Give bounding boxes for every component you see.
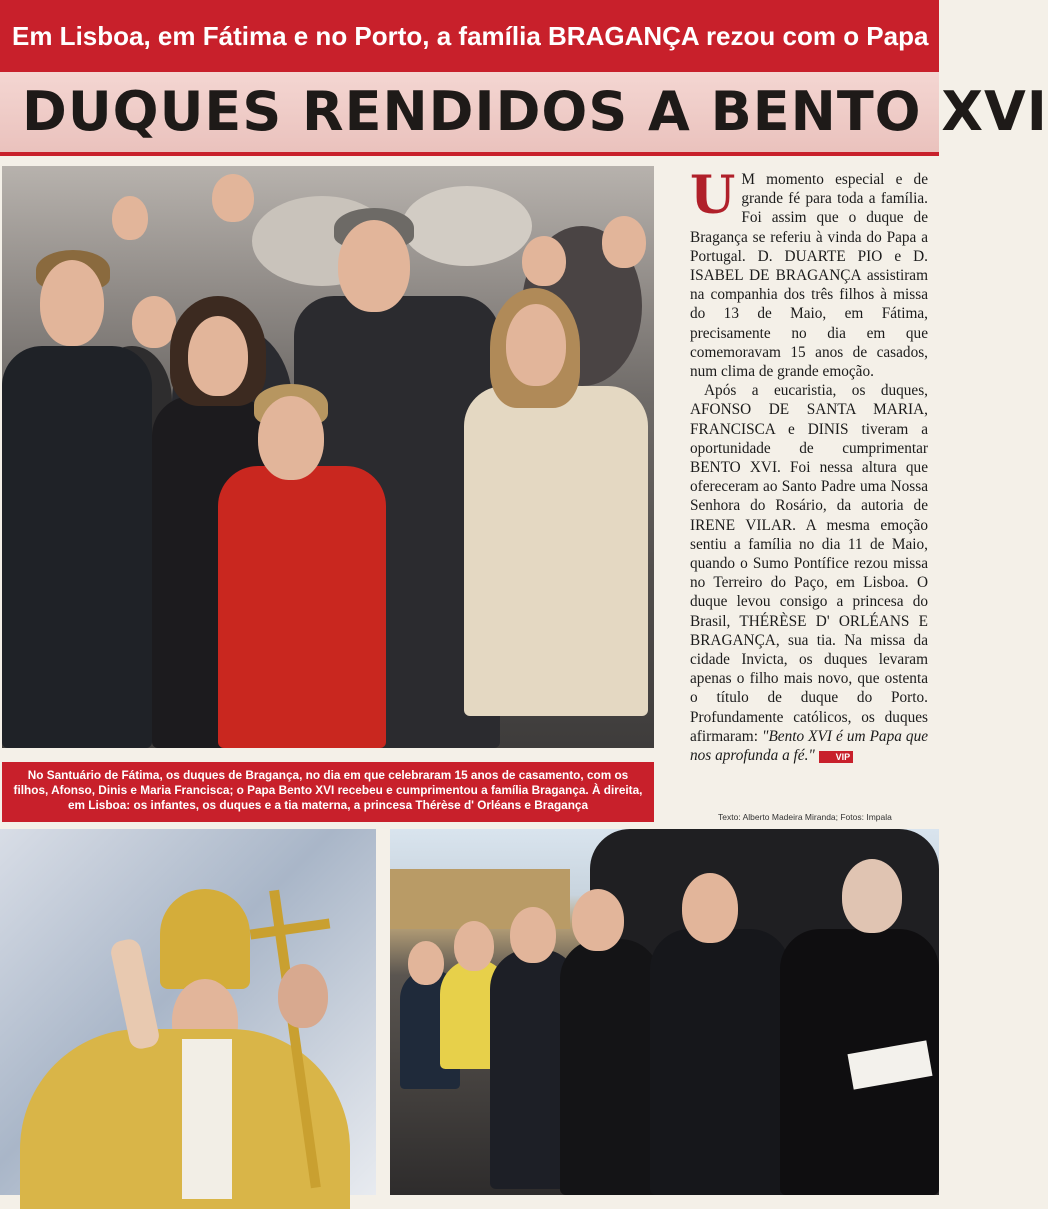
article-quote: "Bento XVI é um Papa que nos aprofunda a fé.": [690, 727, 929, 765]
article-body: [690, 165, 929, 765]
mitre: [160, 889, 250, 989]
main-family-photo: [2, 166, 654, 748]
article-paragraph-2: Após a eucaristia, os duques, AFONSO DE SANTA MARIA, FRANCISCA e DINIS tiveram a oportunidade de cumprimentar BENTO XVI. Foi nessa altura que ofereceram ao Santo Padre uma Nossa Senhora do Rosário, da autoria de IRENE VILAR. A mesma emoção sentiu a família no dia 11 de Maio, quando o Sumo Pontífice rezou missa no Terreiro do Paço, em Lisboa. O duque levou consigo a princesa do Brasil, THÉRÈSE D' ORLÉANS E BRAGANÇA, sua tia. Na missa da cidade Invicta, os duques levaram apenas o filho mais novo, que ostenta o título de duque do Porto. Profundamente católicos, os duques afirmaram: "Bento XVI é um Papa que nos aprofunda a fé." VIP: [690, 382, 929, 765]
vip-end-mark: VIP: [819, 751, 854, 763]
article-paragraph-1: U M momento especial e de grande fé para toda a família. Foi assim que o duque de Bragança se referiu à vinda do Papa a Portugal. D. DUARTE PIO e D. ISABEL DE BRAGANÇA assistiram na companhia dos três filhos à missa do 13 de Maio, em Fátima, precisamente no dia em que comemoravam 15 anos de casados, num clima de grande emoção.: [690, 165, 928, 381]
credits: Texto: Alberto Madeira Miranda; Fotos: Impala: [718, 812, 892, 822]
kicker-banner: Em Lisboa, em Fátima e no Porto, a família BRAGANÇA rezou com o Papa: [0, 0, 939, 72]
headline: DUQUES RENDIDOS A BENTO XVI: [22, 80, 1048, 143]
lisbon-photo: [390, 829, 939, 1195]
photo-caption: No Santuário de Fátima, os duques de Bragança, no dia em que celebraram 15 anos de casamento, com os filhos, Afonso, Dinis e Maria Francisca; o Papa Bento XVI recebeu e cumprimentou a família Bragança. À direita, em Lisboa: os infantes, os duques e a tia materna, a princesa Thérèse d' Orléans e Bragança: [2, 762, 654, 822]
drop-cap: U: [690, 165, 736, 226]
headline-band: [0, 72, 1048, 156]
pope-photo: [0, 829, 376, 1195]
